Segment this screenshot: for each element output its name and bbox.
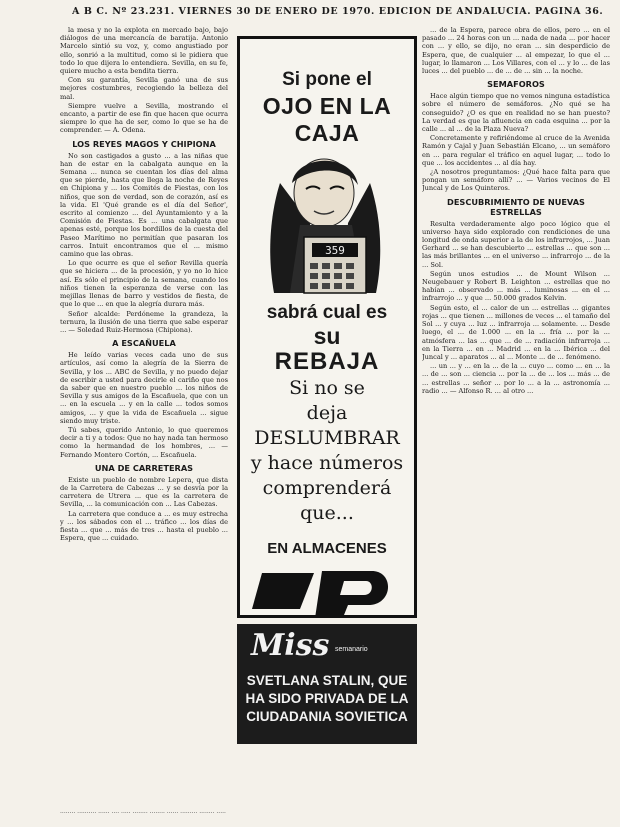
woman-illustration-icon — [252, 153, 402, 298]
left-column — [60, 26, 228, 821]
semaforos-p3: ¿A nosotros preguntamos: ¿Qué hace falta para que pongan un semáforo allí? ... — Varios vecinos de El Juncal y de Los Quinteros. — [422, 168, 610, 193]
escanuela-p1: He leído varias veces cada uno de sus artículos, así como la alegría de la Sierra de Sevilla, y los ... ABC de Sevilla, y no puedo dejar de escribir a usted para decirle el cariño que nos da saber que en nuestro pueblo ... los niños de Sevilla y sus amigos de la Escañuela, que con un ... en la escuela ... y en la calle ... todos somos amigos, ... y que la vida de Escañuela ... sigue siendo muy triste. — [60, 351, 228, 425]
miss-brand: Miss — [251, 628, 330, 663]
puertas-advertisement — [237, 36, 417, 618]
logo-word — [290, 616, 370, 618]
ad-line-sabra: sabrá cual es — [266, 302, 388, 323]
register-digits: 359 — [325, 244, 345, 257]
estrellas-p2: Según unos estudios ... de Mount Wilson ... Neugebauer y Robert B. Leighton ... estrellas que no habían ... observado ... más ... luminosas ... en el ... infrarrojo ... y que ... 50.000 grados Kelvin. — [422, 269, 610, 303]
escanuela-p2: Tú sabes, querido Antonio, lo que queremos decir a ti y a todos: Que no hay nada tan hermoso como la hermandad de los hombres, ... — Fernando Montero Cortón, ... Escañuela. — [60, 425, 228, 459]
ad-line-rebaja: REBAJA — [274, 348, 380, 375]
semaforos-p2: Concretamente y refiriéndome al cruce de la Avenida Ramón y Cajal y Juan Sebastián Elcano, ... un semáforo en ... para regular el tráfico en aquel lugar, ... todo lo que ... los accidentes ... al día hay. — [422, 134, 610, 167]
section-title-estrellas: DESCUBRIMIENTO DE NUEVAS ESTRELLAS — [447, 196, 585, 217]
ad-line-su: su — [313, 323, 341, 349]
woman-cash-register-illustration — [252, 153, 402, 298]
right-column — [422, 26, 610, 821]
estrellas-p1: Resulta verdaderamente algo poco lógico que el universo haya sido explorado con rendiciones de una longitud de onda superior a la de los infrarrojos, ... Juan Gerhard ... se han descubierto ... estrellas ... que son ... las más brillantes ... en el universo ... infrarrojo ... de la ... Sol. — [422, 219, 610, 269]
page-header: A B C. Nº 23.231. VIERNES 30 DE ENERO DE 1970. EDICION DE ANDALUCIA. PAGINA 36. — [72, 6, 604, 17]
right-intro-p1: ... de la Espera, parece obra de ellos, pero ... en el pasado ... 24 horas con un ... nada de nada ... por hacer con ... y ello, se dijo, no eran ... sin desperdicio de Espera, que, de cualquier ... al empezar, lo que el ... lugar, lo llamaron ... Los Villares, con el ... y lo ... de las luces ... del pueblo ... de ... de ... sin ... la noche. — [422, 26, 610, 76]
miss-headline: SVETLANA STALIN, QUE HA SIDO PRIVADA DE LA CIUDADANIA SOVIETICA — [245, 673, 409, 724]
ad-line-que: que... — [300, 502, 354, 524]
reyes-magos-p3: Señor alcalde: Perdóneme la grandeza, la ternura, la ilusión de una tierra que sabe esperar ... — Soledad Ruiz-Hermosa (Chipiona). — [60, 309, 228, 334]
ad-line-en-almacenes: EN ALMACENES — [267, 540, 387, 557]
ad-line-ojo-caja: OJO EN LA CAJA — [262, 93, 392, 146]
estrellas-p3: Según esto, el ... calor de un ... estrellas ... gigantes rojas ... que tienen ... millones de veces ... el tamaño del Sol ... y cuya ... luz ... infrarroja ... solamente. ... Desde luego, el ... de 1.000 ... en la ... fría ... por la ... atmósfera ... las ... que ... de ... radiación infrarroja ... en la Tierra ... en ... Madrid ... en la ... Ibérica ... del Juncal y ... aparatos ... al ... Monte ... de ... fenómeno. — [422, 303, 610, 361]
semaforos-p1: Hace algún tiempo que no vemos ninguna estadística sobre el número de semáforos. ¿No qué se ha conseguido? ¿O es que en realidad no se han puesto? La verdad es que la afluencia en cada esquina ... por la calle ... al ... de la Plaza Nueva? — [422, 92, 610, 134]
ad-line-hace-numeros: y hace números — [250, 452, 404, 474]
puertas-logo — [252, 565, 402, 618]
section-title-semaforos: SEMAFOROS — [487, 79, 545, 90]
section-title-escanuela: A ESCAÑUELA — [112, 338, 176, 349]
left-intro-p2: Con su garantía, Sevilla ganó una de sus mejores costumbres, recogiendo la belleza del mal. — [60, 76, 228, 101]
reyes-magos-p2: Lo que ocurre es que el señor Revilla quería que se hiciera ... de la procesión, y yo no lo hice así. Es sólo el principio de la semana, cuando los niños tienen la esperanza de verse con las mejillas llenas de barro y vestidos de fiesta, de que lo que ... en que la alegría durara más. — [60, 259, 228, 309]
miss-kind: semanario — [335, 646, 368, 653]
ad-line-comprendera: comprenderá — [262, 477, 392, 499]
carreteras-p1: Existe un pueblo de nombre Lepera, que dista de la Carretera de Cabezas ... y se desvía por la carretera de Utrera ... que es la carretera de Sevilla, ... la comunicación con ... Las Cabezas. — [60, 475, 228, 509]
ad-line-deja: deja — [306, 402, 348, 424]
ad-line-si-pone: Si pone el — [282, 69, 372, 90]
ad-line-deslumbrar: DESLUMBRAR — [254, 427, 400, 449]
page-footer: ........ .......... ...... .... ..... ........ ........ ...... ......... ........ ..... — [60, 808, 226, 815]
section-title-reyes-magos: LOS REYES MAGOS Y CHIPIONA — [72, 138, 216, 149]
carreteras-p2: La carretera que conduce a ... es muy estrecha y ... los sábados con el ... tráfico ... los días de fiesta ... que ... más de tres ... hasta el pueblo ... Espera, que ... cuidado. — [60, 509, 228, 543]
left-intro-p3: Siempre vuelve a Sevilla, mostrando el encanto, a partir de ese fin que hacen que ocurra siempre lo que ha de ser, como lo que se ha de comprender. — A. Odena. — [60, 101, 228, 135]
section-title-carreteras: UNA DE CARRETERAS — [94, 462, 194, 473]
left-intro-p1: la mesa y no la explota en mercado bajo, bajo diálogos de una mercancía de baratija. Antonio Marcelo sintió su voz, y, como angustiado por ello, sonrió a la multitud, como si le pidiera que todo lo que dijera lo entendiera. Sevilla, en su fe, quiere mucho a esta bendita tierra. — [60, 26, 228, 76]
miss-magazine-advertisement — [237, 624, 417, 744]
puertas-logo-icon — [252, 565, 402, 618]
estrellas-p4: ... un ... y ... en la ... de la ... cuyo ... como ... en ... la ... de ... son ... ciencia ... por la ... de ... los ... más ... de ... estrellas ... señor ... por lo ... a la ... astronomía ... radio ... — Alfonso R. ... al otro ... — [422, 362, 610, 395]
reyes-magos-p1: No son castigados a gusto ... a las niñas que han de estar en la cabalgata aunque en la Semana ... nunca se cuentan los días del alma que se pierde, hasta que llega la noche de Reyes en Chipiona y ... los Comités de Fiestas, con los niños, que son de verdad, son de corazón, así es la vida. El 'Qué grande es el día del Señor', escrito al comienzo ... del Ayuntamiento y a la Comisión de Fiestas. Es ... una cabalgata que apenas esté, porque los bordillos de la cuesta del Paseo Marítimo no permitían que pasaran los carros. Intuit encontramos que el ... mismo camino que las obras. — [60, 151, 228, 259]
ad-line-si-no-se: Si no se — [289, 377, 365, 399]
